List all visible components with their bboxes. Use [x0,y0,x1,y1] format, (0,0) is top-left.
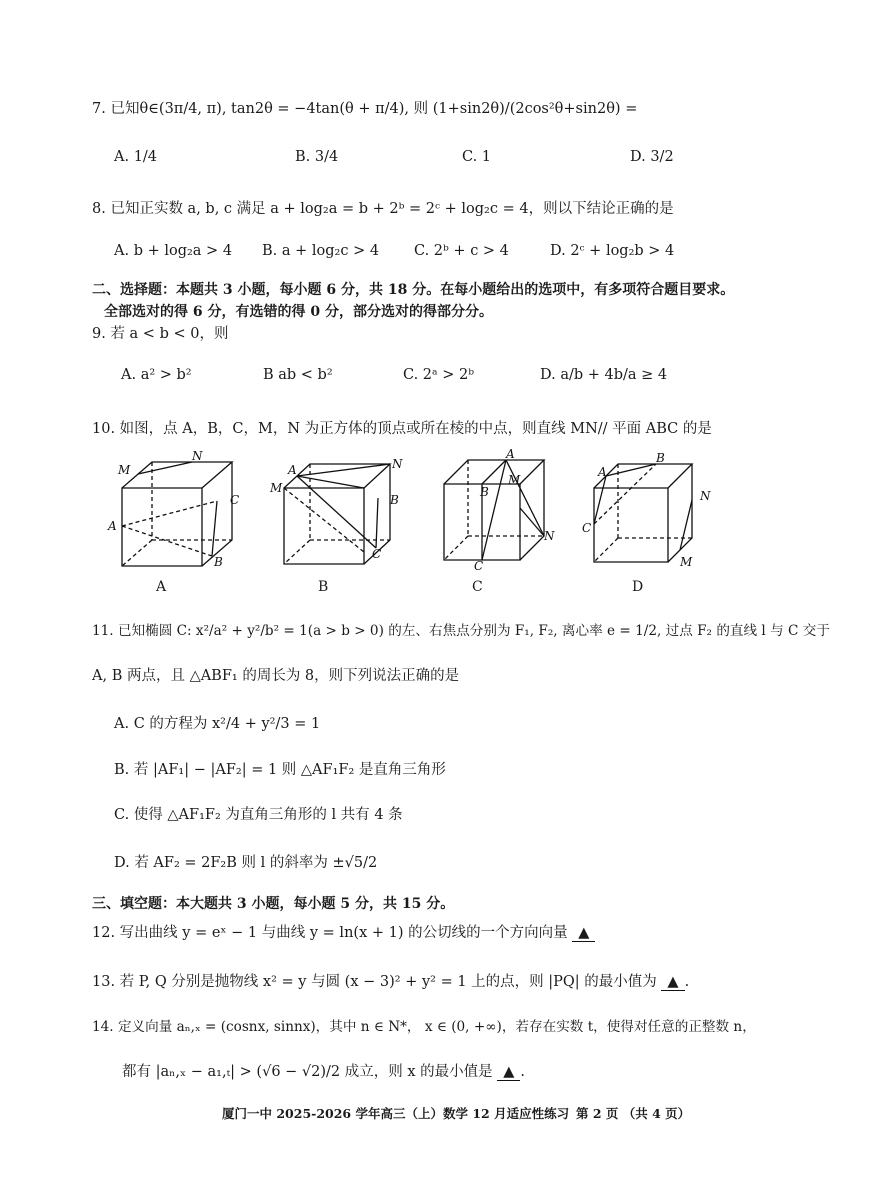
cube-b-label-a: A [288,463,297,477]
q13-row [92,970,689,991]
cube-figure-c [430,447,570,573]
cube-d-label-a: A [598,465,607,479]
q13-period: . [684,974,690,990]
cube-b-label-b: B [390,493,399,507]
q13-answer-blank[interactable]: ▲ [661,974,684,991]
cube-d-label-m: M [680,555,693,569]
q11-stem-line1: 11. 已知椭圆 C: x²/a² + y²/b² = 1(a > b > 0) 的左、右焦点分别为 F₁, F₂, 离心率 e = 1/2, 过点 F₂ 的直线 l 与 C 交于 [92,623,830,639]
cube-c-label-a: A [506,447,515,461]
section-3-header: 三、填空题：本大题共 3 小题，每小题 5 分，共 15 分。 [92,896,455,912]
cube-d-label-b: B [656,451,665,465]
q8-option-a: A. b + log₂a > 4 [114,243,233,259]
q8-option-c: C. 2ᵇ + c > 4 [414,243,509,259]
q14-answer-blank[interactable]: ▲ [497,1064,520,1081]
q14-stem-line1: 14. 定义向量 aₙ,ₓ = (cosnx, sinnx)，其中 n ∈ N*， x ∈ (0, +∞)，若存在实数 t，使得对任意的正整数 n， [92,1019,756,1035]
q11-option-a: A. C 的方程为 x²/4 + y²/3 = 1 [114,716,321,732]
cube-b-label-c: C [372,547,382,561]
section-2-line1: 二、选择题：本题共 3 小题，每小题 6 分，共 18 分。在每小题给出的选项中，有多项符合题目要求。 [92,282,735,298]
q14-period: . [520,1064,526,1080]
cube-c-label-b: B [480,485,489,499]
cube-c-label-c: C [474,559,484,573]
cube-figure-d [582,452,722,572]
q10-caption-b: B [318,579,329,595]
q9-option-d: D. a/b + 4b/a ≥ 4 [540,367,668,383]
q8-stem: 8. 已知正实数 a, b, c 满足 a + log₂a = b + 2ᵇ = 2ᶜ + log₂c = 4，则以下结论正确的是 [92,201,674,217]
cube-figure-a [108,449,248,572]
cube-c-label-m: M [508,473,521,487]
cube-a-label-c: C [230,493,240,507]
q11-option-c: C. 使得 △AF₁F₂ 为直角三角形的 l 共有 4 条 [114,807,403,823]
q12-stem: 12. 写出曲线 y = eˣ − 1 与曲线 y = ln(x + 1) 的公切线的一个方向向量 [92,925,568,941]
q10-stem: 10. 如图，点 A，B，C，M，N 为正方体的顶点或所在棱的中点，则直线 MN// 平面 ABC 的是 [92,421,712,437]
cube-d-label-n: N [700,489,711,503]
cube-b-label-n: N [392,457,403,471]
q8-option-d: D. 2ᶜ + log₂b > 4 [550,243,675,259]
cube-a-label-n: N [192,449,203,463]
q12-row [92,921,595,942]
footer-title: 厦门一中 2025-2026 学年高三（上）数学 12 月适应性练习 [222,1106,570,1121]
footer-page-number: 第 2 页 （共 4 页） [576,1106,691,1121]
q8-option-b: B. a + log₂c > 4 [262,243,380,259]
q12-answer-blank[interactable]: ▲ [572,925,595,942]
cube-a-label-a: A [108,519,117,533]
cube-a-label-m: M [118,463,131,477]
q14-stem-line2: 都有 |aₙ,ₓ − a₁,ₜ| > (√6 − √2)/2 成立，则 x 的最小值是 [122,1064,493,1080]
cube-figure-b [268,452,408,572]
cube-d-label-c: C [582,521,592,535]
q7-stem: 7. 已知θ∈(3π/4, π), tan2θ = −4tan(θ + π/4), 则 (1+sin2θ)/(2cos²θ+sin2θ) = [92,101,638,117]
q14-row2 [122,1060,525,1081]
cube-a-label-b: B [214,555,223,569]
q11-option-b: B. 若 |AF₁| − |AF₂| = 1 则 △AF₁F₂ 是直角三角形 [114,762,446,778]
q7-option-c: C. 1 [462,149,492,165]
q11-option-d: D. 若 AF₂ = 2F₂B 则 l 的斜率为 ±√5/2 [114,855,378,871]
cube-b-label-m: M [270,481,283,495]
q9-option-a: A. a² > b² [121,367,192,383]
section-2-line2: 全部选对的得 6 分，有选错的得 0 分，部分选对的得部分分。 [104,304,493,320]
q9-stem: 9. 若 a < b < 0，则 [92,326,229,342]
cube-c-label-n: N [544,529,555,543]
q9-option-b: B ab < b² [263,367,333,383]
q9-option-c: C. 2ᵃ > 2ᵇ [403,367,475,383]
q11-stem-line2: A, B 两点，且 △ABF₁ 的周长为 8，则下列说法正确的是 [92,668,460,684]
q13-stem: 13. 若 P, Q 分别是抛物线 x² = y 与圆 (x − 3)² + y² = 1 上的点，则 |PQ| 的最小值为 [92,974,657,990]
q7-option-b: B. 3/4 [295,149,339,165]
q10-caption-c: C [472,579,483,595]
q10-caption-a: A [156,579,167,595]
q7-option-d: D. 3/2 [630,149,674,165]
q10-caption-d: D [632,579,644,595]
q7-option-a: A. 1/4 [114,149,158,165]
